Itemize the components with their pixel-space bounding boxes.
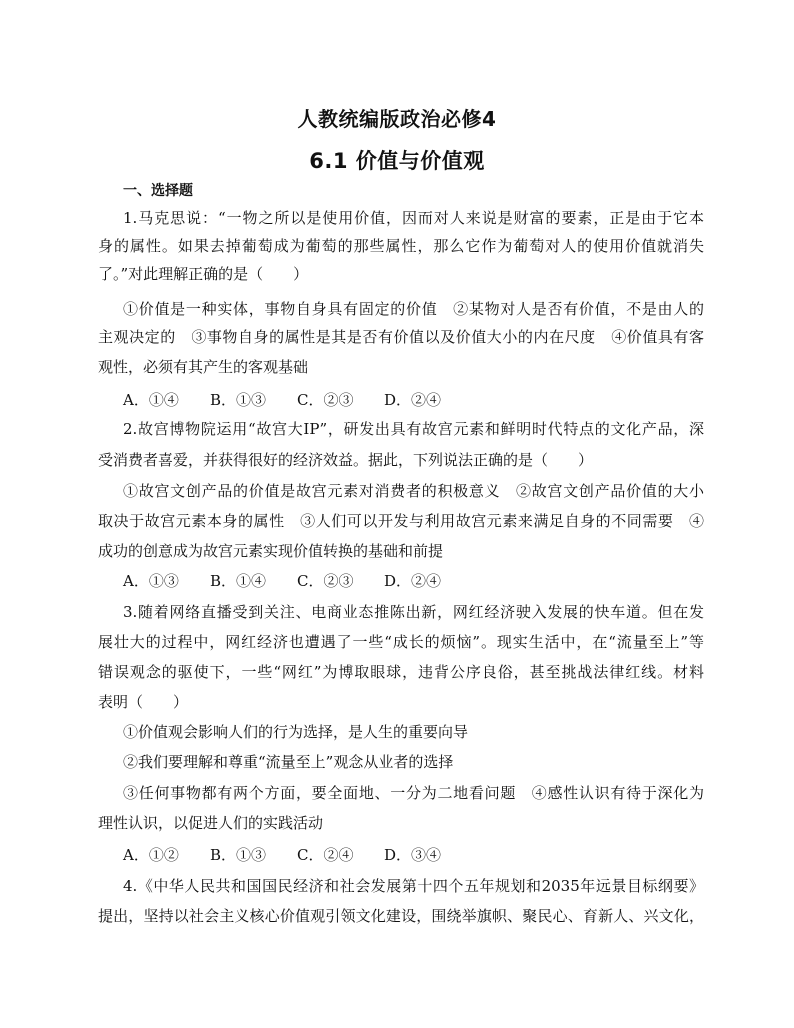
option-b: B．①③ [210, 391, 267, 409]
question-2-stem: 2.故宫博物院运用“故宫大IP”，研发出具有故宫元素和鲜明时代特点的文化产品，深 [123, 420, 704, 438]
question-4-stem: 提出，坚持以社会主义核心价值观引领文化建设，围绕举旗帜、聚民心、育新人、兴文化， [98, 907, 704, 925]
document-title: 人教统编版政治必修4 [297, 107, 497, 131]
question-3-stem: 表明（ ） [98, 693, 189, 711]
option-c: C．②③ [297, 391, 354, 409]
option-d: D．②④ [384, 572, 442, 590]
option-d: D．③④ [384, 846, 442, 864]
section-heading: 一、选择题 [123, 183, 193, 199]
option-a: A．①③ [123, 572, 179, 590]
question-3-statement: ②我们要理解和尊重“流量至上”观念从业者的选择 [123, 753, 454, 771]
question-1-statements: 主观决定的 ③事物自身的属性是其是否有价值以及价值大小的内在尺度 ④价值具有客 [98, 328, 704, 346]
option-c: C．②③ [297, 572, 354, 590]
question-2-options [123, 571, 471, 591]
option-d: D．②④ [384, 391, 442, 409]
question-3-statement: ①价值观会影响人们的行为选择，是人生的重要向导 [123, 723, 469, 741]
option-b: B．①④ [210, 572, 267, 590]
question-3-stem: 错误观念的驱使下，一些“网红”为博取眼球，违背公序良俗，甚至挑战法律红线。材料 [98, 663, 704, 681]
question-3-stem: 3.随着网络直播受到关注、电商业态推陈出新，网红经济驶入发展的快车道。但在发 [123, 603, 704, 621]
option-a: A．①② [123, 846, 179, 864]
question-1-stem: 了。”对此理解正确的是（ ） [98, 265, 309, 283]
question-1-statements: 观性，必须有其产生的客观基础 [98, 358, 309, 376]
option-a: A．①④ [123, 391, 179, 409]
question-1-stem: 1.马克思说：“一物之所以是使用价值，因而对人来说是财富的要素，正是由于它本 [123, 209, 704, 227]
lesson-title: 6.1 价值与价值观 [309, 149, 485, 173]
question-3-statements: 理性认识，以促进人们的实践活动 [98, 814, 324, 832]
question-3-stem: 展壮大的过程中，网红经济也遭遇了一些“成长的烦恼”。现实生活中，在“流量至上”等 [98, 633, 704, 651]
question-2-statements: ①故宫文创产品的价值是故宫元素对消费者的积极意义 ②故宫文创产品价值的大小 [123, 482, 704, 500]
question-1-stem: 身的属性。如果去掉葡萄成为葡萄的那些属性，那么它作为葡萄对人的使用价值就消失 [98, 237, 704, 255]
question-3-statements: ③任何事物都有两个方面，要全面地、一分为二地看问题 ④感性认识有待于深化为 [123, 784, 704, 802]
question-2-statements: 取决于故宫元素本身的属性 ③人们可以开发与利用故宫元素来满足自身的不同需要 ④ [98, 512, 704, 530]
question-2-stem: 受消费者喜爱，并获得很好的经济效益。据此，下列说法正确的是（ ） [98, 451, 594, 469]
question-4-stem: 4.《中华人民共和国国民经济和社会发展第十四个五年规划和2035年远景目标纲要》 [123, 877, 704, 895]
option-b: B．①③ [210, 846, 267, 864]
question-2-statements: 成功的创意成为故宫元素实现价值转换的基础和前提 [98, 542, 444, 560]
question-1-statements: ①价值是一种实体，事物自身具有固定的价值 ②某物对人是否有价值，不是由人的 [123, 300, 704, 318]
question-1-options [123, 390, 471, 410]
question-3-options [123, 845, 471, 865]
option-c: C．②④ [297, 846, 354, 864]
